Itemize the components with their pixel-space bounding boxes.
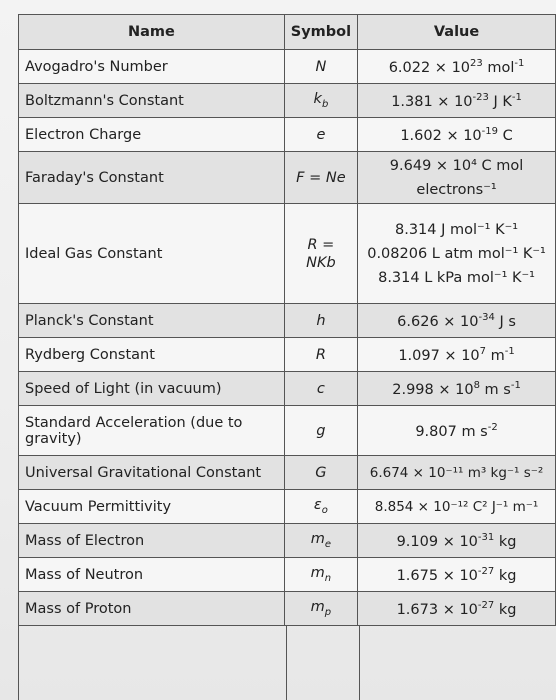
constant-value: 9.649 × 10⁴ C mol electrons⁻¹ xyxy=(358,152,556,204)
constant-name: Faraday's Constant xyxy=(19,152,285,204)
table-row xyxy=(19,338,556,372)
constant-symbol: F = Ne xyxy=(284,152,357,204)
constant-value: $1.675 \times 10^{-27}$ kg xyxy=(358,558,556,592)
table-row xyxy=(19,84,556,118)
constant-name: Ideal Gas Constant xyxy=(19,204,285,304)
constant-value: $6.022 \times 10^{23}$ mol$^{-1}$ xyxy=(358,50,556,84)
table-row xyxy=(19,204,556,304)
constant-value: 6.674 × 10⁻¹¹ m³ kg⁻¹ s⁻² xyxy=(358,456,556,490)
constant-name: Electron Charge xyxy=(19,118,285,152)
constant-symbol: h xyxy=(284,304,357,338)
constant-name: Standard Acceleration (due to gravity) xyxy=(19,406,285,456)
constant-symbol: N xyxy=(284,50,357,84)
constant-symbol: g xyxy=(284,406,357,456)
constant-name: Mass of Neutron xyxy=(19,558,285,592)
constant-name: Avogadro's Number xyxy=(19,50,285,84)
table-row xyxy=(19,406,556,456)
constant-value: $9.109 \times 10^{-31}$ kg xyxy=(358,524,556,558)
constant-name: Vacuum Permittivity xyxy=(19,490,285,524)
table-row xyxy=(19,304,556,338)
constant-value: 9.807 m $s^{-2}$ xyxy=(358,406,556,456)
constant-value: $1.381 \times 10^{-23}$ J $K^{-1}$ xyxy=(358,84,556,118)
constant-name: Boltzmann's Constant xyxy=(19,84,285,118)
table-row xyxy=(19,490,556,524)
constant-symbol: $\varepsilon_o$ xyxy=(284,490,357,524)
constant-name: Speed of Light (in vacuum) xyxy=(19,372,285,406)
header-symbol: Symbol xyxy=(284,15,357,50)
table-row xyxy=(19,152,556,204)
constant-symbol: $m_p$ xyxy=(284,592,357,626)
constant-value: $1.673 \times 10^{-27}$ kg xyxy=(358,592,556,626)
table-row xyxy=(19,456,556,490)
constant-symbol: R xyxy=(284,338,357,372)
constant-value: 8.314 J mol⁻¹ K⁻¹ 0.08206 L atm mol⁻¹ K⁻¹ 8.314 L kPa mol⁻¹ K⁻¹ xyxy=(358,204,556,304)
constant-symbol: $m_e$ xyxy=(284,524,357,558)
table-row xyxy=(19,524,556,558)
constant-symbol: $m_n$ xyxy=(284,558,357,592)
constant-symbol: e xyxy=(284,118,357,152)
table-row xyxy=(19,50,556,84)
table-row xyxy=(19,558,556,592)
constant-name: Mass of Electron xyxy=(19,524,285,558)
constant-value: $2.998 \times 10^8$ m $s^{-1}$ xyxy=(358,372,556,406)
header-value: Value xyxy=(358,15,556,50)
constant-name: Planck's Constant xyxy=(19,304,285,338)
table-header-row xyxy=(19,15,556,50)
constant-name: Mass of Proton xyxy=(19,592,285,626)
table-row xyxy=(19,592,556,626)
column-divider xyxy=(359,626,360,700)
constant-name: Universal Gravitational Constant xyxy=(19,456,285,490)
constant-symbol: $k_b$ xyxy=(284,84,357,118)
constant-symbol: R = NKb xyxy=(284,204,357,304)
column-divider xyxy=(286,626,287,700)
constant-value: 8.854 × 10⁻¹² C² J⁻¹ m⁻¹ xyxy=(358,490,556,524)
table-row xyxy=(19,372,556,406)
header-name: Name xyxy=(19,15,285,50)
constant-value: $6.626 \times 10^{-34}$ J s xyxy=(358,304,556,338)
constants-table xyxy=(18,14,556,626)
constant-value: $1.602 \times 10^{-19}$ C xyxy=(358,118,556,152)
table-row xyxy=(19,118,556,152)
constant-symbol: G xyxy=(284,456,357,490)
constant-symbol: c xyxy=(284,372,357,406)
table-empty-area xyxy=(18,626,556,700)
constant-value: $1.097 \times 10^7$ $m^{-1}$ xyxy=(358,338,556,372)
constant-name: Rydberg Constant xyxy=(19,338,285,372)
